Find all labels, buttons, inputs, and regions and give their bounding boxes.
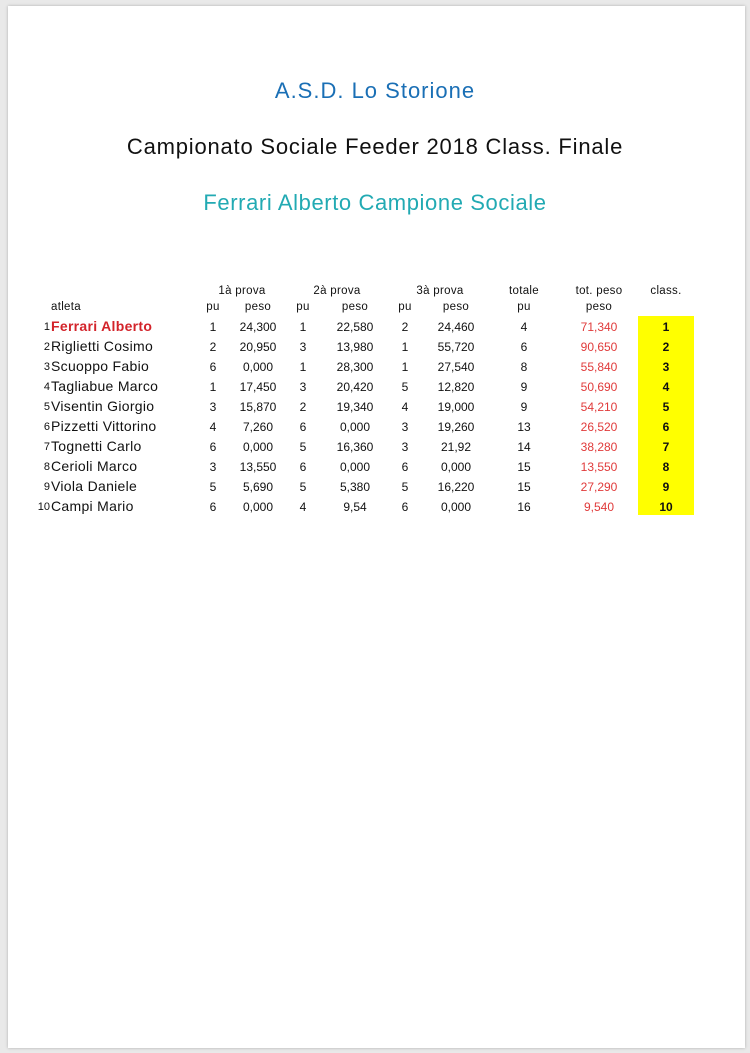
- peso3-cell: 12,820: [437, 380, 475, 394]
- header-atleta: atleta: [51, 301, 81, 313]
- row-position: 1: [43, 321, 50, 333]
- pu3-cell: 4: [401, 400, 409, 414]
- total-pu-cell: 9: [520, 380, 528, 394]
- pu3-cell: 1: [401, 360, 409, 374]
- peso3-cell: 0,000: [440, 460, 472, 474]
- pu2-cell: 1: [299, 320, 307, 334]
- pu3-cell: 6: [401, 460, 409, 474]
- document-page: [8, 6, 745, 1048]
- header-tot-peso: tot. peso: [575, 285, 623, 297]
- row-position: 9: [43, 481, 50, 493]
- pu3-cell: 2: [401, 320, 409, 334]
- class-cell: 5: [662, 400, 670, 414]
- row-position: 2: [43, 341, 50, 353]
- championship-title: Campionato Sociale Feeder 2018 Class. Finale: [126, 134, 624, 159]
- header-class: class.: [650, 285, 682, 297]
- total-pu-cell: 15: [517, 480, 531, 494]
- row-position: 7: [43, 441, 50, 453]
- total-pu-cell: 8: [520, 360, 528, 374]
- peso1-cell: 0,000: [242, 500, 274, 514]
- pu2-cell: 5: [299, 480, 307, 494]
- pu1-cell: 1: [209, 320, 217, 334]
- pu2-cell: 5: [299, 440, 307, 454]
- peso3-cell: 27,540: [437, 360, 475, 374]
- peso1-cell: 20,950: [239, 340, 277, 354]
- peso2-cell: 28,300: [336, 360, 374, 374]
- pu2-cell: 2: [299, 400, 307, 414]
- peso3-cell: 0,000: [440, 500, 472, 514]
- athlete-name: Cerioli Marco: [51, 458, 138, 474]
- total-pu-cell: 16: [517, 500, 531, 514]
- athlete-name: Riglietti Cosimo: [51, 338, 154, 354]
- pu2-cell: 3: [299, 380, 307, 394]
- header-peso3: peso: [442, 301, 470, 313]
- header-peso2: peso: [341, 301, 369, 313]
- header-pu3: pu: [398, 301, 412, 313]
- athlete-name: Viola Daniele: [51, 478, 138, 494]
- header-totale: totale: [509, 285, 539, 297]
- pu2-cell: 6: [299, 420, 307, 434]
- pu3-cell: 6: [401, 500, 409, 514]
- champion-subtitle: Ferrari Alberto Campione Sociale: [203, 190, 547, 215]
- row-position: 5: [43, 401, 50, 413]
- total-peso-cell: 71,340: [580, 320, 618, 334]
- row-position: 3: [43, 361, 50, 373]
- peso2-cell: 9,54: [343, 500, 367, 514]
- peso2-cell: 19,340: [336, 400, 374, 414]
- peso3-cell: 21,92: [440, 440, 472, 454]
- header-pu1: pu: [206, 301, 220, 313]
- total-pu-cell: 4: [520, 320, 528, 334]
- peso2-cell: 16,360: [336, 440, 374, 454]
- athlete-name: Pizzetti Vittorino: [51, 418, 157, 434]
- peso1-cell: 24,300: [239, 320, 277, 334]
- athlete-name: Tagliabue Marco: [51, 378, 159, 394]
- peso2-cell: 20,420: [336, 380, 374, 394]
- class-cell: 6: [662, 420, 670, 434]
- peso2-cell: 22,580: [336, 320, 374, 334]
- row-position: 8: [43, 461, 50, 473]
- athlete-name: Ferrari Alberto: [51, 318, 153, 334]
- pu1-cell: 2: [209, 340, 217, 354]
- pu2-cell: 4: [299, 500, 307, 514]
- pu3-cell: 5: [401, 380, 409, 394]
- header-prova2: 2à prova: [313, 285, 361, 297]
- peso3-cell: 55,720: [437, 340, 475, 354]
- total-pu-cell: 15: [517, 460, 531, 474]
- class-cell: 7: [662, 440, 670, 454]
- total-peso-cell: 27,290: [580, 480, 618, 494]
- pu2-cell: 6: [299, 460, 307, 474]
- pu1-cell: 3: [209, 460, 217, 474]
- pu1-cell: 3: [209, 400, 217, 414]
- pu1-cell: 4: [209, 420, 217, 434]
- class-cell: 2: [662, 340, 670, 354]
- peso3-cell: 16,220: [437, 480, 475, 494]
- pu1-cell: 5: [209, 480, 217, 494]
- row-position: 4: [43, 381, 50, 393]
- pu3-cell: 3: [401, 420, 409, 434]
- total-peso-cell: 38,280: [580, 440, 618, 454]
- peso1-cell: 0,000: [242, 440, 274, 454]
- athlete-name: Visentin Giorgio: [51, 398, 155, 414]
- peso1-cell: 17,450: [239, 380, 277, 394]
- peso1-cell: 13,550: [239, 460, 277, 474]
- class-cell: 8: [662, 460, 670, 474]
- class-cell: 9: [662, 480, 670, 494]
- total-peso-cell: 90,650: [580, 340, 618, 354]
- peso2-cell: 5,380: [339, 480, 371, 494]
- peso1-cell: 15,870: [239, 400, 277, 414]
- total-pu-cell: 13: [517, 420, 531, 434]
- peso1-cell: 7,260: [242, 420, 274, 434]
- peso3-cell: 19,000: [437, 400, 475, 414]
- class-cell: 4: [662, 380, 670, 394]
- header-tot-peso-peso: peso: [585, 301, 613, 313]
- total-pu-cell: 14: [517, 440, 531, 454]
- athlete-name: Tognetti Carlo: [51, 438, 142, 454]
- peso1-cell: 0,000: [242, 360, 274, 374]
- peso2-cell: 0,000: [339, 460, 371, 474]
- pu2-cell: 1: [299, 360, 307, 374]
- pu1-cell: 6: [209, 500, 217, 514]
- class-cell: 10: [659, 500, 673, 514]
- row-position: 10: [37, 501, 50, 513]
- total-peso-cell: 13,550: [580, 460, 618, 474]
- peso1-cell: 5,690: [242, 480, 274, 494]
- pu2-cell: 3: [299, 340, 307, 354]
- header-peso1: peso: [244, 301, 272, 313]
- row-position: 6: [43, 421, 50, 433]
- pu1-cell: 1: [209, 380, 217, 394]
- peso3-cell: 24,460: [437, 320, 475, 334]
- pu1-cell: 6: [209, 360, 217, 374]
- peso3-cell: 19,260: [437, 420, 475, 434]
- total-pu-cell: 6: [520, 340, 528, 354]
- total-peso-cell: 9,540: [583, 500, 615, 514]
- total-peso-cell: 50,690: [580, 380, 618, 394]
- athlete-name: Scuoppo Fabio: [51, 358, 150, 374]
- pu3-cell: 5: [401, 480, 409, 494]
- pu3-cell: 3: [401, 440, 409, 454]
- peso2-cell: 0,000: [339, 420, 371, 434]
- header-totale-pu: pu: [517, 301, 531, 313]
- peso2-cell: 13,980: [336, 340, 374, 354]
- total-peso-cell: 26,520: [580, 420, 618, 434]
- class-cell: 1: [662, 320, 670, 334]
- header-prova1: 1à prova: [218, 285, 266, 297]
- total-peso-cell: 55,840: [580, 360, 618, 374]
- header-prova3: 3à prova: [416, 285, 464, 297]
- total-pu-cell: 9: [520, 400, 528, 414]
- header-pu2: pu: [296, 301, 310, 313]
- athlete-name: Campi Mario: [51, 498, 134, 514]
- club-title: A.S.D. Lo Storione: [274, 78, 476, 103]
- class-cell: 3: [662, 360, 670, 374]
- total-peso-cell: 54,210: [580, 400, 618, 414]
- pu1-cell: 6: [209, 440, 217, 454]
- pu3-cell: 1: [401, 340, 409, 354]
